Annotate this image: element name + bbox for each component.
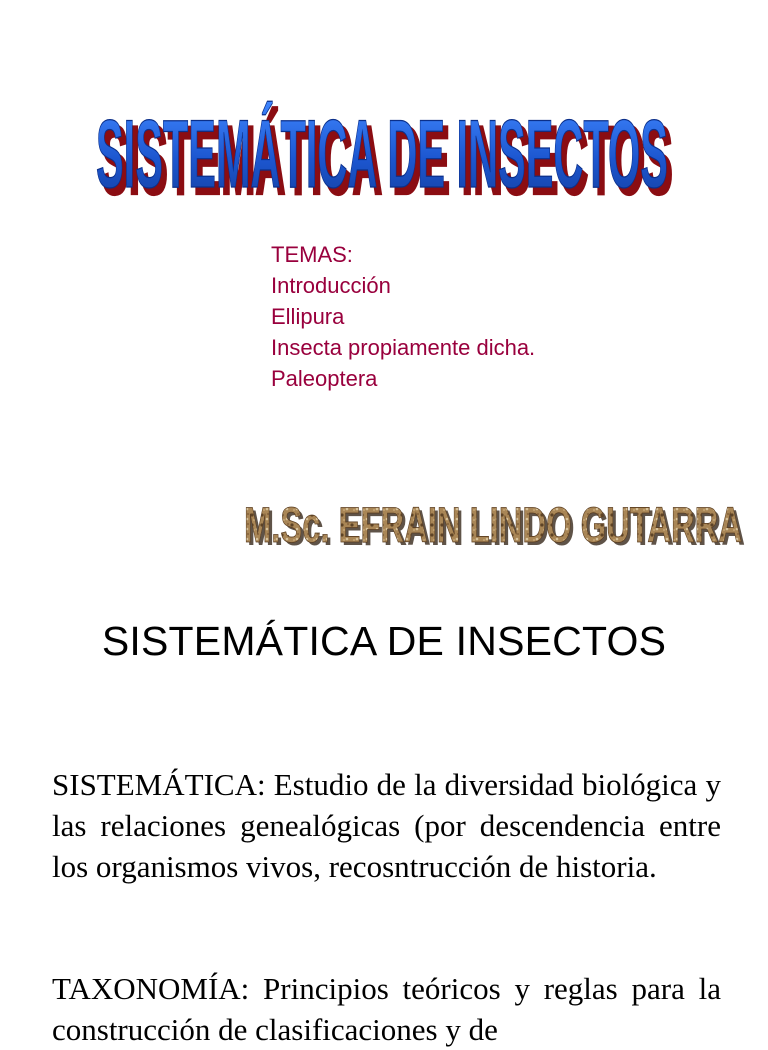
definition-paragraph: SISTEMÁTICA: Estudio de la diversidad biológica y las relaciones genealógicas (por descendencia entre los organismos vivos, recosntrucción de historia.	[52, 767, 721, 884]
wordart-title-graphic	[84, 62, 684, 214]
author-wordart	[240, 492, 750, 556]
wordart-title-shadow: SISTEMÁTICA DE INSECTOS	[100, 106, 673, 214]
topic-item: Insecta propiamente dicha.	[271, 335, 536, 360]
definition-paragraph: TAXONOMÍA: Principios teóricos y reglas para la construcción de clasificaciones y de	[52, 971, 721, 1047]
wordart-title	[0, 62, 768, 214]
section-heading: SISTEMÁTICA DE INSECTOS	[101, 618, 667, 664]
wordart-title-text: SISTEMÁTICA DE INSECTOS	[95, 100, 668, 208]
topic-item: Paleoptera	[271, 366, 378, 391]
topics-list	[271, 239, 535, 394]
author-wordart-text: M.Sc. EFRAIN LINDO GUTARRA	[244, 497, 742, 553]
author-wordart-shadow: M.Sc. EFRAIN LINDO GUTARRA	[247, 500, 745, 556]
topic-item: Introducción	[271, 273, 391, 298]
topics-header: TEMAS:	[271, 242, 353, 267]
author-wordart-graphic	[240, 492, 750, 556]
topic-item: Ellipura	[271, 304, 345, 329]
